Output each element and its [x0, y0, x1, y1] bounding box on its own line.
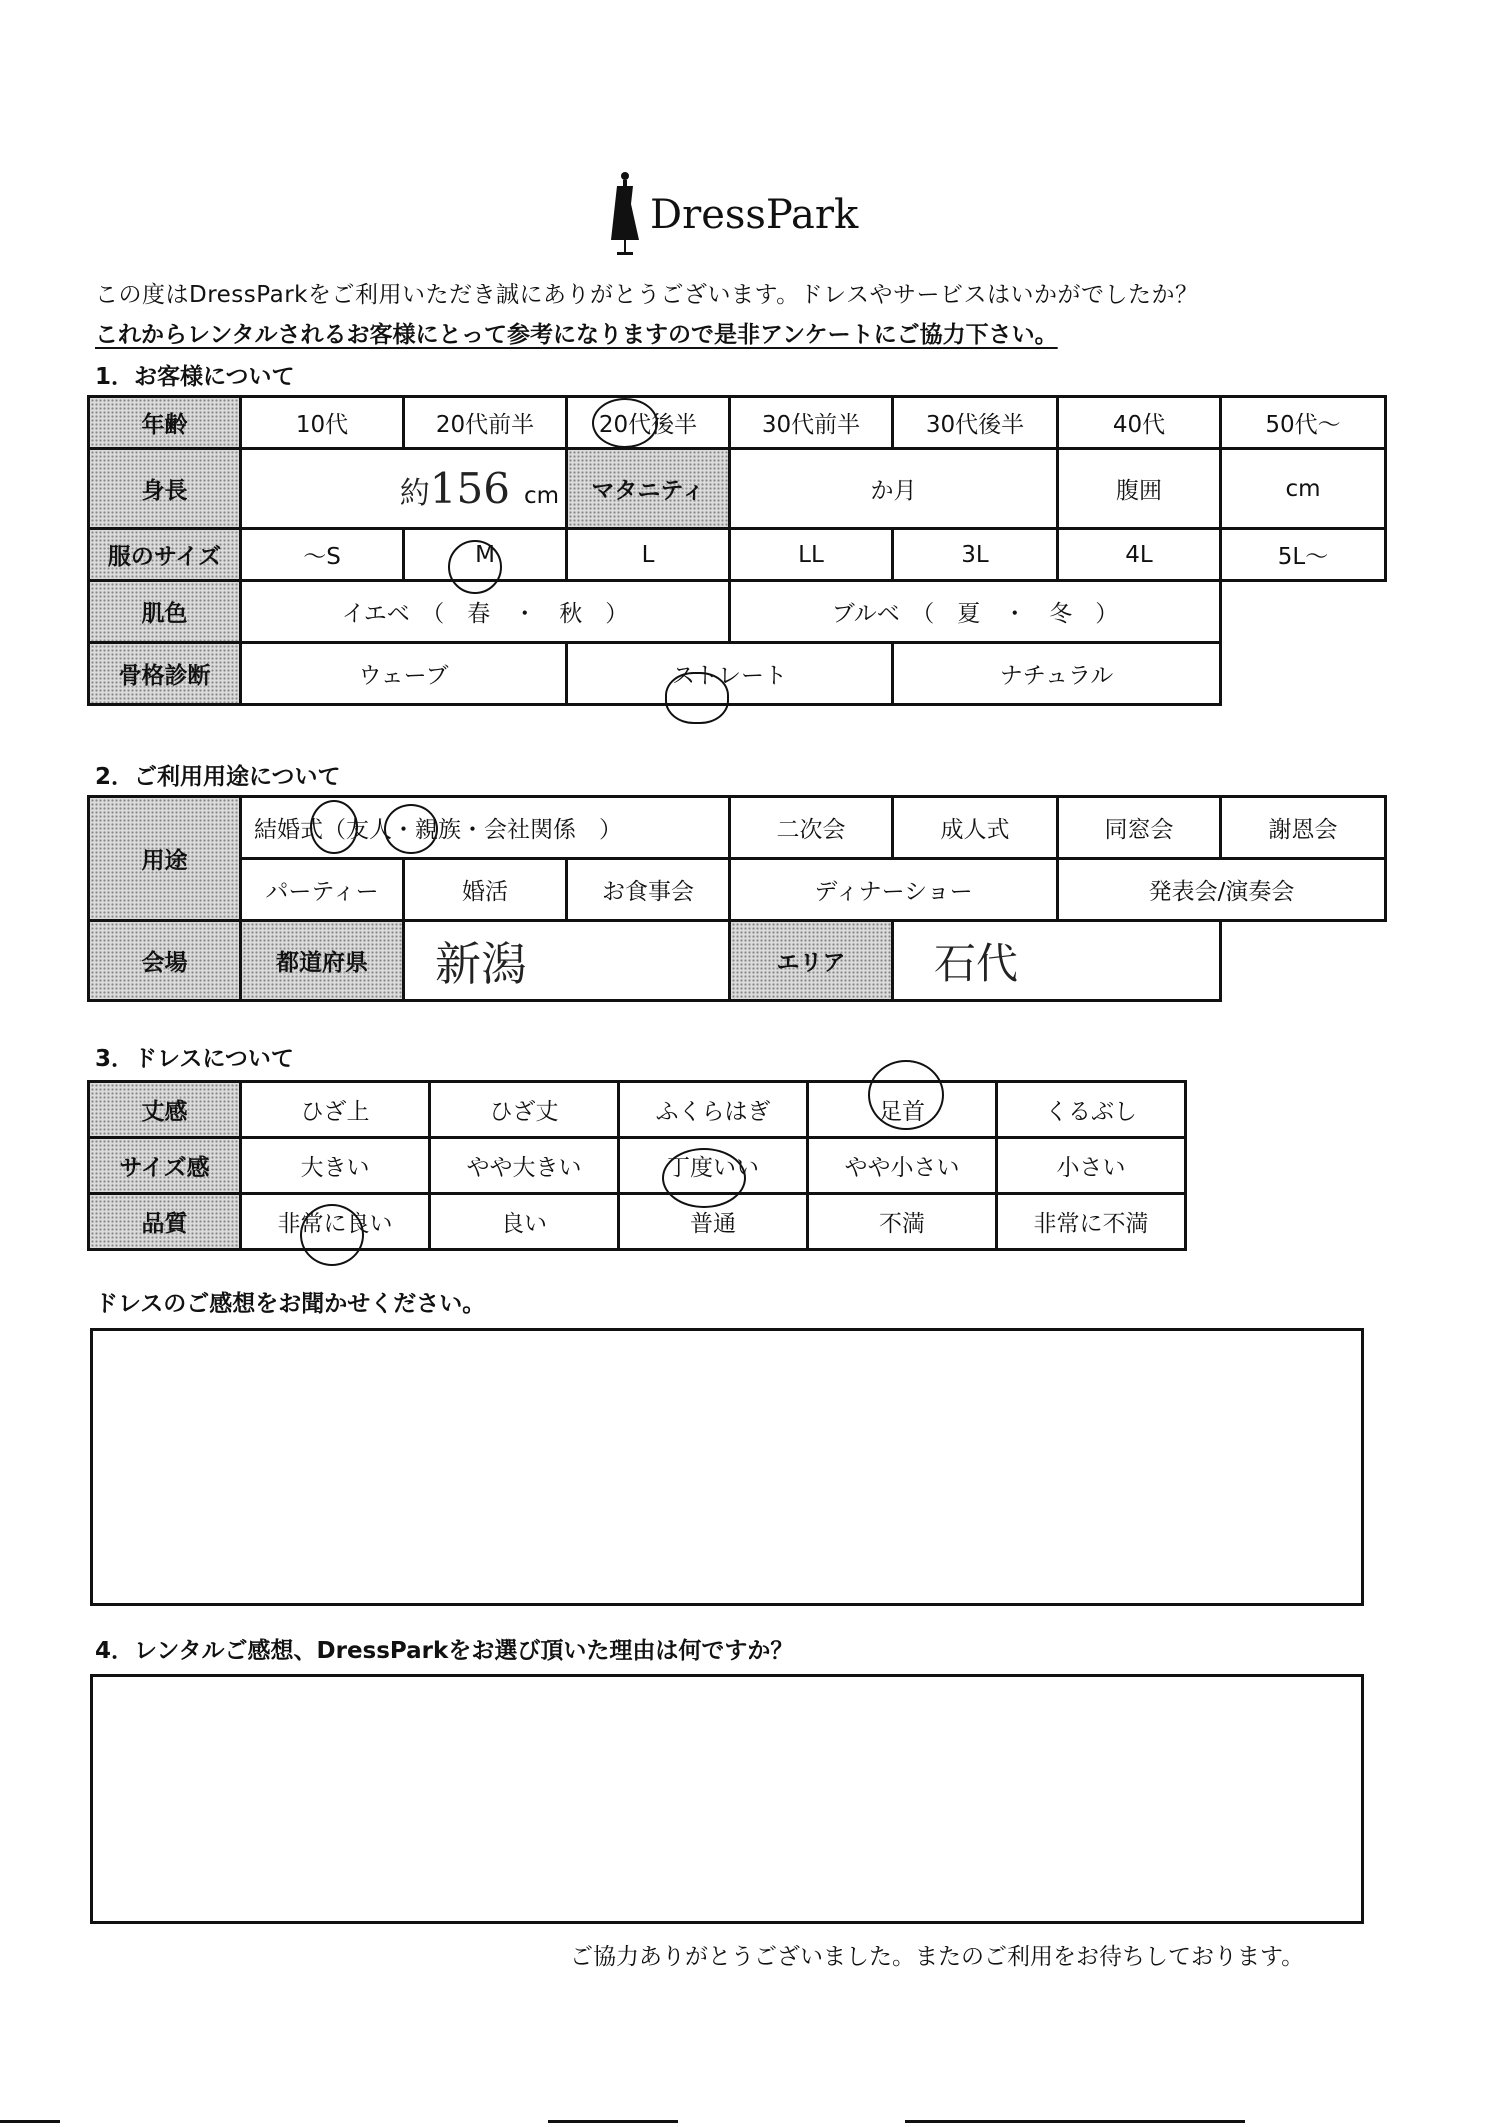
prefecture-label: 都道府県 [241, 921, 404, 1001]
length-option[interactable]: ひざ上 [241, 1082, 430, 1138]
customer-table [87, 395, 1387, 706]
venue-label: 会場 [89, 921, 241, 1001]
maternity-label: マタニティ [567, 449, 730, 529]
fit-option[interactable]: やや小さい [808, 1138, 997, 1194]
area-field[interactable] [893, 921, 1221, 1001]
length-label: 丈感 [89, 1082, 241, 1138]
age-row [89, 397, 1386, 449]
fit-option[interactable]: 小さい [997, 1138, 1186, 1194]
closing-message: ご協力ありがとうございました。またのご利用をお待ちしております。 [570, 1944, 1305, 1970]
size-option[interactable]: 5L～ [1221, 529, 1386, 581]
intro-request: これからレンタルされるお客様にとって参考になりますので是非アンケートにご協力下さい。 [95, 322, 1058, 348]
months-unit: か月 [870, 478, 917, 504]
size-row [89, 529, 1386, 581]
friend-label: 友人 [346, 817, 392, 843]
usage-option[interactable]: 二次会 [730, 797, 893, 859]
quality-label: 品質 [89, 1194, 241, 1250]
section4-title: 4．レンタルご感想、DressParkをお選び頂いた理由は何ですか？ [95, 1638, 794, 1664]
quality-option[interactable]: 非常に不満 [997, 1194, 1186, 1250]
prefecture-value: 新潟 [435, 936, 527, 991]
age-option[interactable]: 20代後半 [567, 397, 730, 449]
wedding-option[interactable] [241, 797, 730, 859]
maternity-months-field[interactable] [730, 449, 1058, 529]
usage-option[interactable]: 発表会/演奏会 [1058, 859, 1386, 921]
relations-label: ・親族・会社関係 ） [392, 817, 622, 843]
quality-row [89, 1194, 1186, 1250]
age-option[interactable]: 50代～ [1221, 397, 1386, 449]
age-option[interactable]: 30代後半 [893, 397, 1058, 449]
brand-logo [605, 170, 859, 260]
brand-name: DressPark [650, 192, 859, 238]
usage-row-2 [89, 859, 1386, 921]
area-value: 石代 [934, 938, 1019, 988]
frame-option[interactable]: ウェーブ [241, 643, 567, 705]
length-option[interactable]: ふくらはぎ [619, 1082, 808, 1138]
usage-option[interactable]: パーティー [241, 859, 404, 921]
height-prefix: 約 [399, 476, 430, 511]
age-label: 年齢 [89, 397, 241, 449]
size-option[interactable]: ～S [241, 529, 404, 581]
size-option[interactable]: 3L [893, 529, 1058, 581]
section1-title: 1．お客様について [95, 364, 295, 390]
prefecture-field[interactable] [404, 921, 730, 1001]
usage-option[interactable]: 成人式 [893, 797, 1058, 859]
height-value: 156 [429, 464, 510, 513]
height-field[interactable] [241, 449, 567, 529]
fit-option[interactable]: 大きい [241, 1138, 430, 1194]
length-option[interactable]: くるぶし [997, 1082, 1186, 1138]
age-option[interactable]: 30代前半 [730, 397, 893, 449]
usage-option[interactable]: 婚活 [404, 859, 567, 921]
fit-label: サイズ感 [89, 1138, 241, 1194]
waist-field[interactable] [1221, 449, 1386, 529]
section3-title: 3．ドレスについて [95, 1046, 294, 1072]
usage-row-1 [89, 797, 1386, 859]
scan-edge-mark [0, 2120, 60, 2123]
waist-unit: cm [1285, 475, 1321, 502]
wedding-label: 結婚式（ [254, 817, 346, 843]
frame-option[interactable]: ナチュラル [893, 643, 1221, 705]
area-label: エリア [730, 921, 893, 1001]
length-option[interactable]: ひざ丈 [430, 1082, 619, 1138]
quality-option[interactable]: 不満 [808, 1194, 997, 1250]
usage-option[interactable]: ディナーショー [730, 859, 1058, 921]
dress-comment-box[interactable] [90, 1328, 1364, 1606]
age-option[interactable]: 40代 [1058, 397, 1221, 449]
usage-option[interactable]: お食事会 [567, 859, 730, 921]
age-option[interactable]: 10代 [241, 397, 404, 449]
size-option[interactable]: L [567, 529, 730, 581]
size-option[interactable]: M [404, 529, 567, 581]
skin-row [89, 581, 1386, 643]
section2-title: 2．ご利用用途について [95, 764, 341, 790]
rental-comment-box[interactable] [90, 1674, 1364, 1924]
scan-edge-mark [548, 2120, 678, 2123]
venue-row [89, 921, 1386, 1001]
frame-option[interactable]: ストレート [567, 643, 893, 705]
dress-comment-prompt: ドレスのご感想をお聞かせください。 [95, 1291, 486, 1317]
frame-row [89, 643, 1386, 705]
length-option[interactable]: 足首 [808, 1082, 997, 1138]
waist-label: 腹囲 [1058, 449, 1221, 529]
size-label: 服のサイズ [89, 529, 241, 581]
quality-option[interactable]: 非常に良い [241, 1194, 430, 1250]
scan-edge-mark [905, 2120, 1245, 2123]
skin-label: 肌色 [89, 581, 241, 643]
height-label: 身長 [89, 449, 241, 529]
fit-row [89, 1138, 1186, 1194]
frame-label: 骨格診断 [89, 643, 241, 705]
quality-option[interactable]: 良い [430, 1194, 619, 1250]
usage-label: 用途 [89, 797, 241, 921]
usage-option[interactable]: 謝恩会 [1221, 797, 1386, 859]
size-option[interactable]: 4L [1058, 529, 1221, 581]
usage-option[interactable]: 同窓会 [1058, 797, 1221, 859]
dress-table [87, 1080, 1187, 1251]
usage-table [87, 795, 1387, 1002]
height-row [89, 449, 1386, 529]
length-row [89, 1082, 1186, 1138]
age-option[interactable]: 20代前半 [404, 397, 567, 449]
dress-icon [605, 170, 645, 260]
skin-blue-option[interactable]: ブルベ （ 夏 ・ 冬 ） [730, 581, 1221, 643]
fit-option[interactable]: 丁度いい [619, 1138, 808, 1194]
size-option[interactable]: LL [730, 529, 893, 581]
quality-option[interactable]: 普通 [619, 1194, 808, 1250]
intro-text: この度はDressParkをご利用いただき誠にありがとうございます。ドレスやサービスはいかがでしたか？ [95, 282, 1199, 308]
fit-option[interactable]: やや大きい [430, 1138, 619, 1194]
skin-yellow-option[interactable]: イエベ （ 春 ・ 秋 ） [241, 581, 730, 643]
height-unit: cm [523, 483, 559, 509]
